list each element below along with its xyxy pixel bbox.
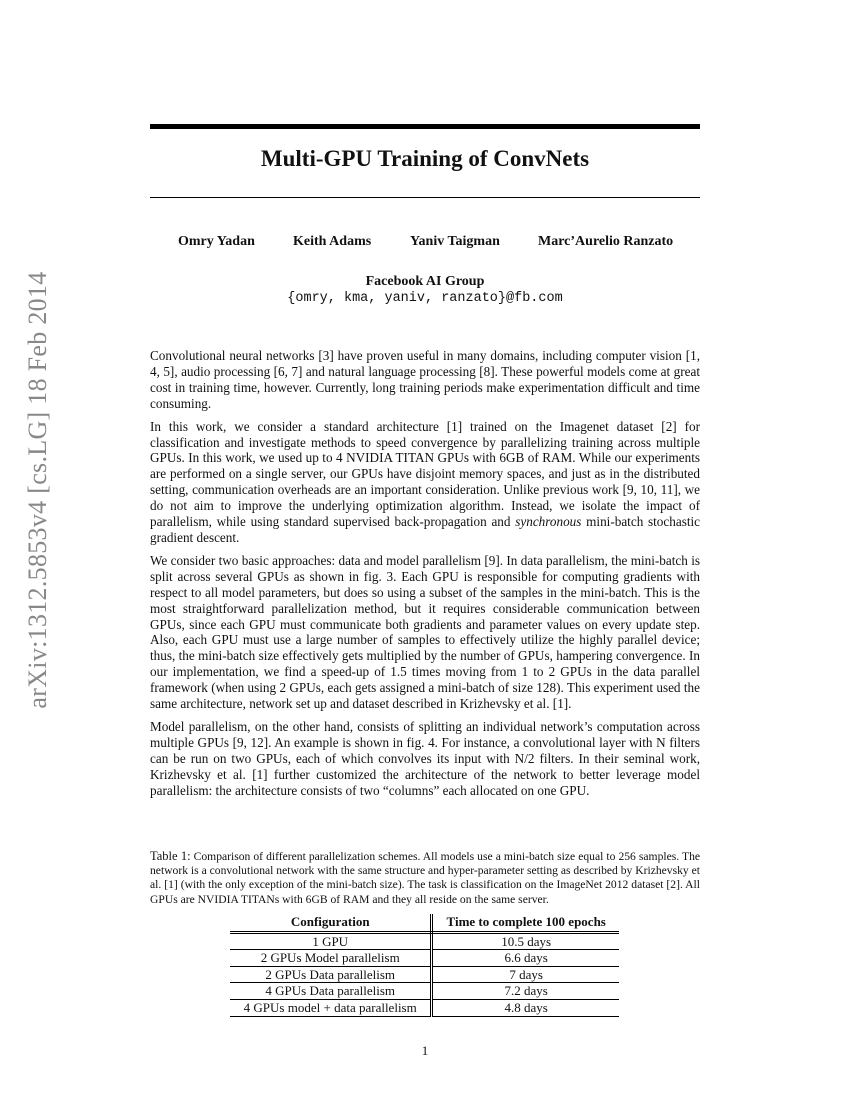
title-rule-top bbox=[150, 124, 700, 129]
table-caption-text: Comparison of different parallelization schemes. All models use a mini-batch size equal to 256 samples. The network is a convolutional network with the same structure and hyper-parameter setting as described by Krizhevsky et al. [1] (with the only exception of the mini-batch size). The task is classification on the ImageNet 2012 dataset [2]. All GPUs are NVIDIA TITANs with 6GB of RAM and they all reside on the same server. bbox=[150, 850, 701, 906]
table-caption bbox=[150, 849, 700, 907]
table-row bbox=[230, 950, 619, 967]
table-cell: 7 days bbox=[432, 966, 619, 983]
author-name: Marc’Aurelio Ranzato bbox=[538, 234, 674, 249]
table-row bbox=[230, 983, 619, 1000]
table-header-cell: Configuration bbox=[230, 914, 432, 932]
author-name: Yaniv Taigman bbox=[410, 234, 500, 249]
table-cell: 6.6 days bbox=[432, 950, 619, 967]
table-cell: 2 GPUs Data parallelism bbox=[230, 966, 432, 983]
table-cell: 10.5 days bbox=[432, 932, 619, 950]
paragraph: We consider two basic approaches: data and model parallelism [9]. In data parallelism, the mini-batch is split across several GPUs as shown in fig. 3. Each GPU is responsible for computing gradients with respect to all model parameters, but does so using a subset of the samples in the mini-batch. This is the most straightforward parallelization method, but it requires considerable communication between GPUs, since each GPU must communicate both gradients and parameter values on every update step. Also, each GPU must use a large number of samples to effectively utilize the highly parallel device; thus, the mini-batch size effectively gets multiplied by the number of GPUs, hampering convergence. In our implementation, we find a speed-up of 1.5 times moving from 1 to 2 GPUs in the data parallel framework (when using 2 GPUs, each gets assigned a mini-batch of size 128). This experiment used the same architecture, network set up and dataset described in Krizhevsky et al. [1]. bbox=[150, 552, 700, 712]
table-cell: 7.2 days bbox=[432, 983, 619, 1000]
table-cell: 4 GPUs Data parallelism bbox=[230, 983, 432, 1000]
table-cell: 1 GPU bbox=[230, 932, 432, 950]
results-table bbox=[230, 914, 619, 1017]
table-row bbox=[230, 999, 619, 1016]
affiliation: Facebook AI Group bbox=[365, 274, 485, 289]
paper-title: Multi-GPU Training of ConvNets bbox=[260, 146, 590, 171]
arxiv-sidebar bbox=[18, 271, 58, 709]
emphasis: synchronous bbox=[515, 514, 582, 530]
paragraph: In this work, we consider a standard architecture [1] trained on the Imagenet dataset [2] for classification and investigate methods to speed convergence by parallelizing training across multiple GPUs. In this work, we used up to 4 NVIDIA TITAN GPUs with 6GB of RAM. While our experiments are performed on a single server, our GPUs have disjoint memory spaces, and just as in the distributed setting, communication overheads are an important consideration. Unlike previous work [9, 10, 11], we do not aim to improve the underlying optimization algorithm. Instead, we isolate the impact of parallelism, while using standard supervised back-propagation and synchronous mini-batch stochastic gradient descent. bbox=[150, 418, 701, 545]
arxiv-stamp: arXiv:1312.5853v4 [cs.LG] 18 Feb 2014 bbox=[23, 271, 52, 709]
paragraph: Model parallelism, on the other hand, consists of splitting an individual network’s computation across multiple GPUs [9, 12]. An example is shown in fig. 4. For instance, a convolutional layer with N filters can be run on two GPUs, each of which convolves its input with N/2 filters. In their seminal work, Krizhevsky et al. [1] further customized the architecture of the network to better leverage model parallelism: the architecture consists of two “columns” each allocated on one GPU. bbox=[150, 718, 700, 798]
paragraph: Convolutional neural networks [3] have proven useful in many domains, including computer vision [1, 4, 5], audio processing [6, 7] and natural language processing [8]. These powerful models come at great cost in training time, however. Currently, long training periods make experimentation difficult and time consuming. bbox=[150, 348, 700, 411]
table-caption-label: Table 1: bbox=[150, 849, 191, 863]
title-rule-bottom bbox=[150, 197, 700, 198]
table-cell: 2 GPUs Model parallelism bbox=[230, 950, 432, 967]
page-number: 1 bbox=[421, 1043, 429, 1058]
table-row bbox=[230, 966, 619, 983]
body-text bbox=[150, 348, 700, 805]
table-header-row bbox=[230, 914, 619, 932]
table-cell: 4.8 days bbox=[432, 999, 619, 1016]
table-cell: 4 GPUs model + data parallelism bbox=[230, 999, 432, 1016]
author-name: Keith Adams bbox=[293, 234, 372, 249]
table-header-cell: Time to complete 100 epochs bbox=[432, 914, 619, 932]
author-name: Omry Yadan bbox=[178, 234, 255, 249]
table-row bbox=[230, 932, 619, 950]
author-email: {omry, kma, yaniv, ranzato}@fb.com bbox=[287, 291, 563, 306]
